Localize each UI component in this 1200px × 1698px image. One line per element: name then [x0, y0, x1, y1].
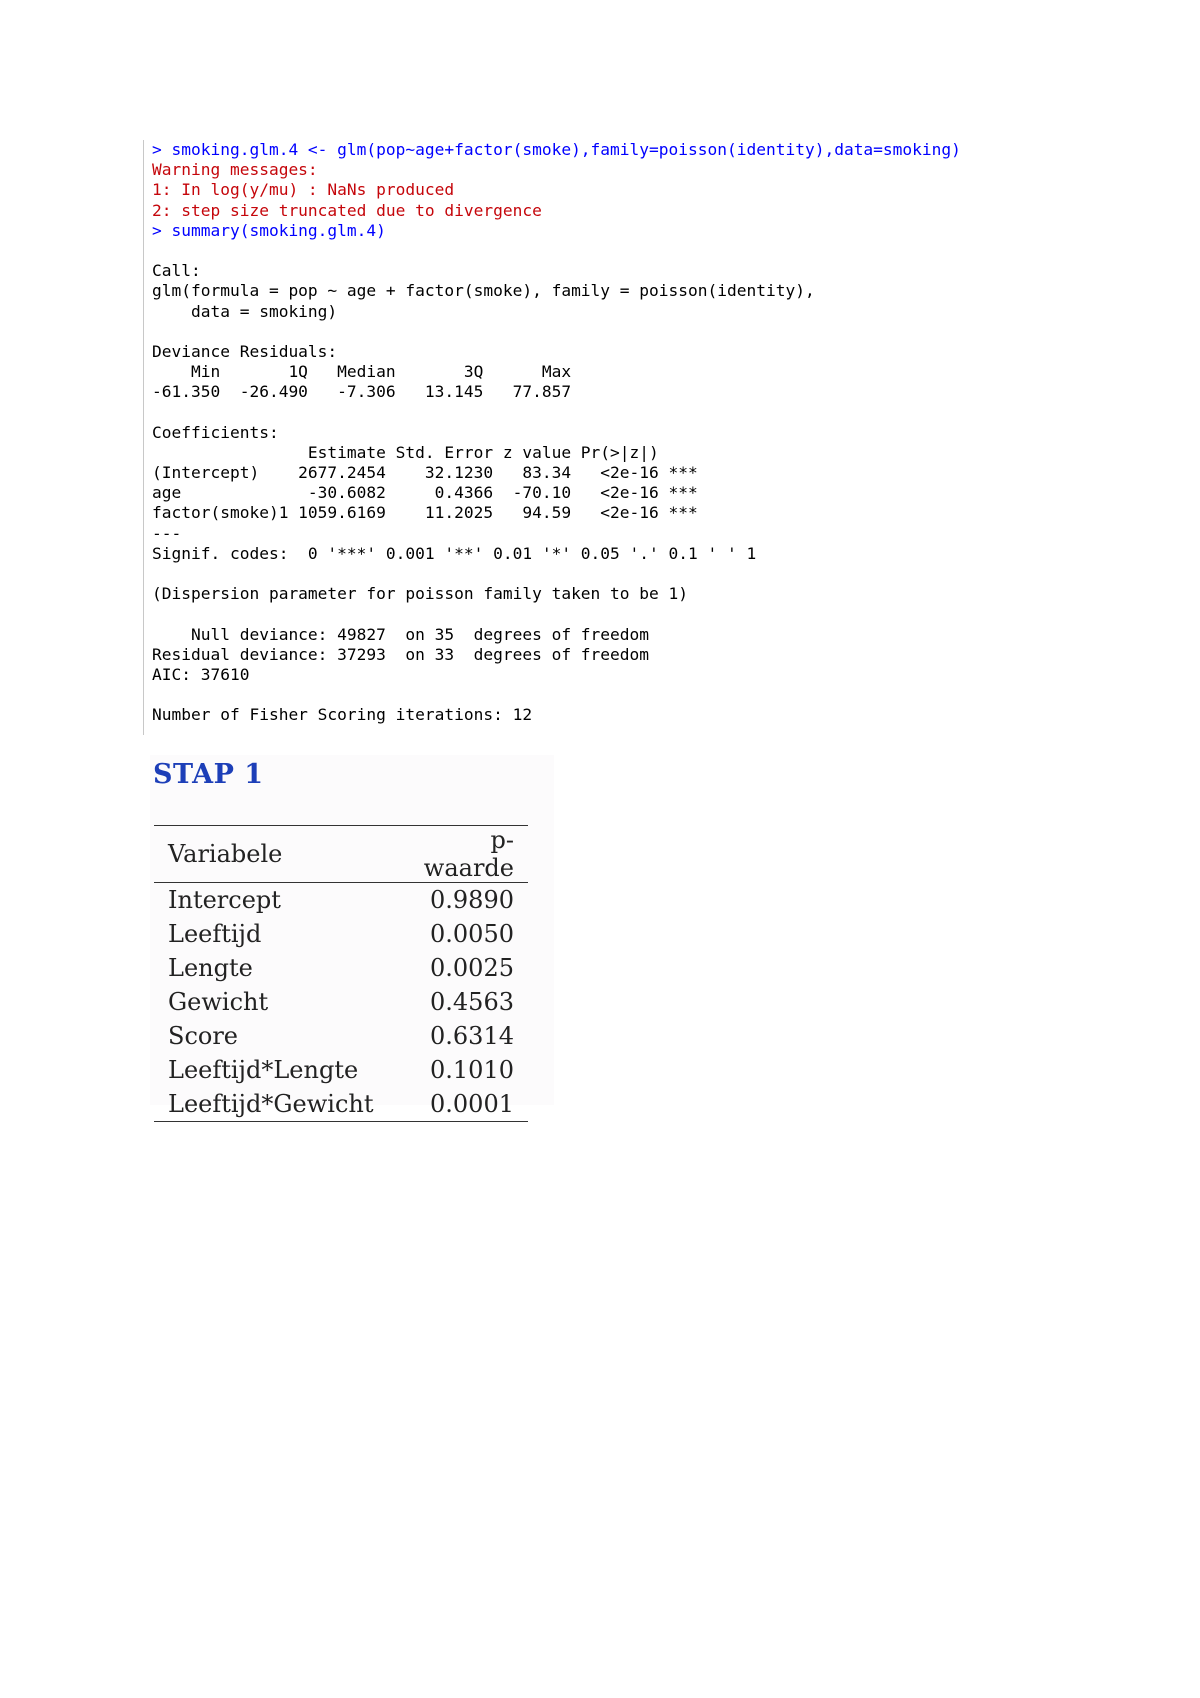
console-line: Min 1Q Median 3Q Max — [152, 362, 591, 382]
p-value: 0.1010 — [430, 1056, 514, 1084]
console-line: Null deviance: 49827 on 35 degrees of freedom — [152, 624, 650, 644]
console-line: --- — [152, 523, 182, 543]
console-line: Call: — [152, 261, 201, 281]
console-line: -61.350 -26.490 -7.306 13.145 77.857 — [152, 382, 591, 402]
stap-title: STAP 1 — [153, 759, 264, 790]
p-value-table — [154, 825, 528, 1122]
table-row — [154, 917, 528, 951]
console-line: 2: step size truncated due to divergence — [152, 200, 542, 220]
console-line: (Dispersion parameter for poisson family taken to be 1) — [152, 584, 689, 604]
p-value: 0.0050 — [430, 920, 514, 948]
console-line: Residual deviance: 37293 on 33 degrees of freedom — [152, 644, 650, 664]
console-line: Number of Fisher Scoring iterations: 12 — [152, 705, 533, 725]
console-line — [152, 604, 1043, 624]
console-line: age -30.6082 0.4366 -70.10 <2e-16 *** — [152, 483, 698, 503]
variable-name: Leeftijd*Lengte — [168, 1056, 359, 1084]
console-line: > summary(smoking.glm.4) — [152, 220, 386, 240]
variable-name: Intercept — [168, 886, 281, 914]
variable-name: Lengte — [168, 954, 253, 982]
r-console-output — [143, 140, 1043, 735]
console-line: > smoking.glm.4 <- glm(pop~age+factor(smoke),family=poisson(identity),data=smoking) — [152, 140, 961, 159]
table-row — [154, 1087, 528, 1122]
table-row — [154, 883, 528, 918]
console-line — [152, 564, 1043, 584]
console-line: data = smoking) — [152, 301, 338, 321]
console-line: AIC: 37610 — [152, 664, 250, 684]
p-value: 0.9890 — [430, 886, 514, 914]
console-line — [152, 685, 1043, 705]
variable-name: Gewicht — [168, 988, 269, 1016]
console-line: Deviance Residuals: — [152, 341, 338, 361]
console-line — [152, 322, 1043, 342]
console-line: factor(smoke)1 1059.6169 11.2025 94.59 <2e-16 *** — [152, 503, 698, 523]
table-row — [154, 985, 528, 1019]
console-line — [152, 402, 1043, 422]
console-line: (Intercept) 2677.2454 32.1230 83.34 <2e-16 *** — [152, 463, 698, 482]
variable-name: Leeftijd*Gewicht — [168, 1090, 374, 1118]
p-value: 0.0001 — [430, 1090, 514, 1118]
p-value: 0.0025 — [430, 954, 514, 982]
table-header-row — [154, 826, 528, 883]
p-value: 0.6314 — [430, 1022, 514, 1050]
column-header-variable: Variabele — [168, 840, 283, 868]
table-row — [154, 951, 528, 985]
console-line: Warning messages: — [152, 160, 318, 180]
console-line — [152, 241, 1043, 261]
console-line: Signif. codes: 0 '***' 0.001 '**' 0.01 '*' 0.05 '.' 0.1 ' ' 1 — [152, 543, 757, 563]
p-value: 0.4563 — [430, 988, 514, 1016]
table-row — [154, 1019, 528, 1053]
console-line: Coefficients: — [152, 422, 279, 442]
console-line: glm(formula = pop ~ age + factor(smoke), family = poisson(identity), — [152, 281, 815, 301]
table-row — [154, 1053, 528, 1087]
variable-name: Score — [168, 1022, 239, 1050]
console-line: Estimate Std. Error z value Pr(>|z|) — [152, 442, 698, 462]
column-header-p-value: p-waarde — [423, 826, 514, 882]
stap-panel — [150, 755, 554, 1118]
variable-name: Leeftijd — [168, 920, 262, 948]
console-line: 1: In log(y/mu) : NaNs produced — [152, 180, 455, 200]
